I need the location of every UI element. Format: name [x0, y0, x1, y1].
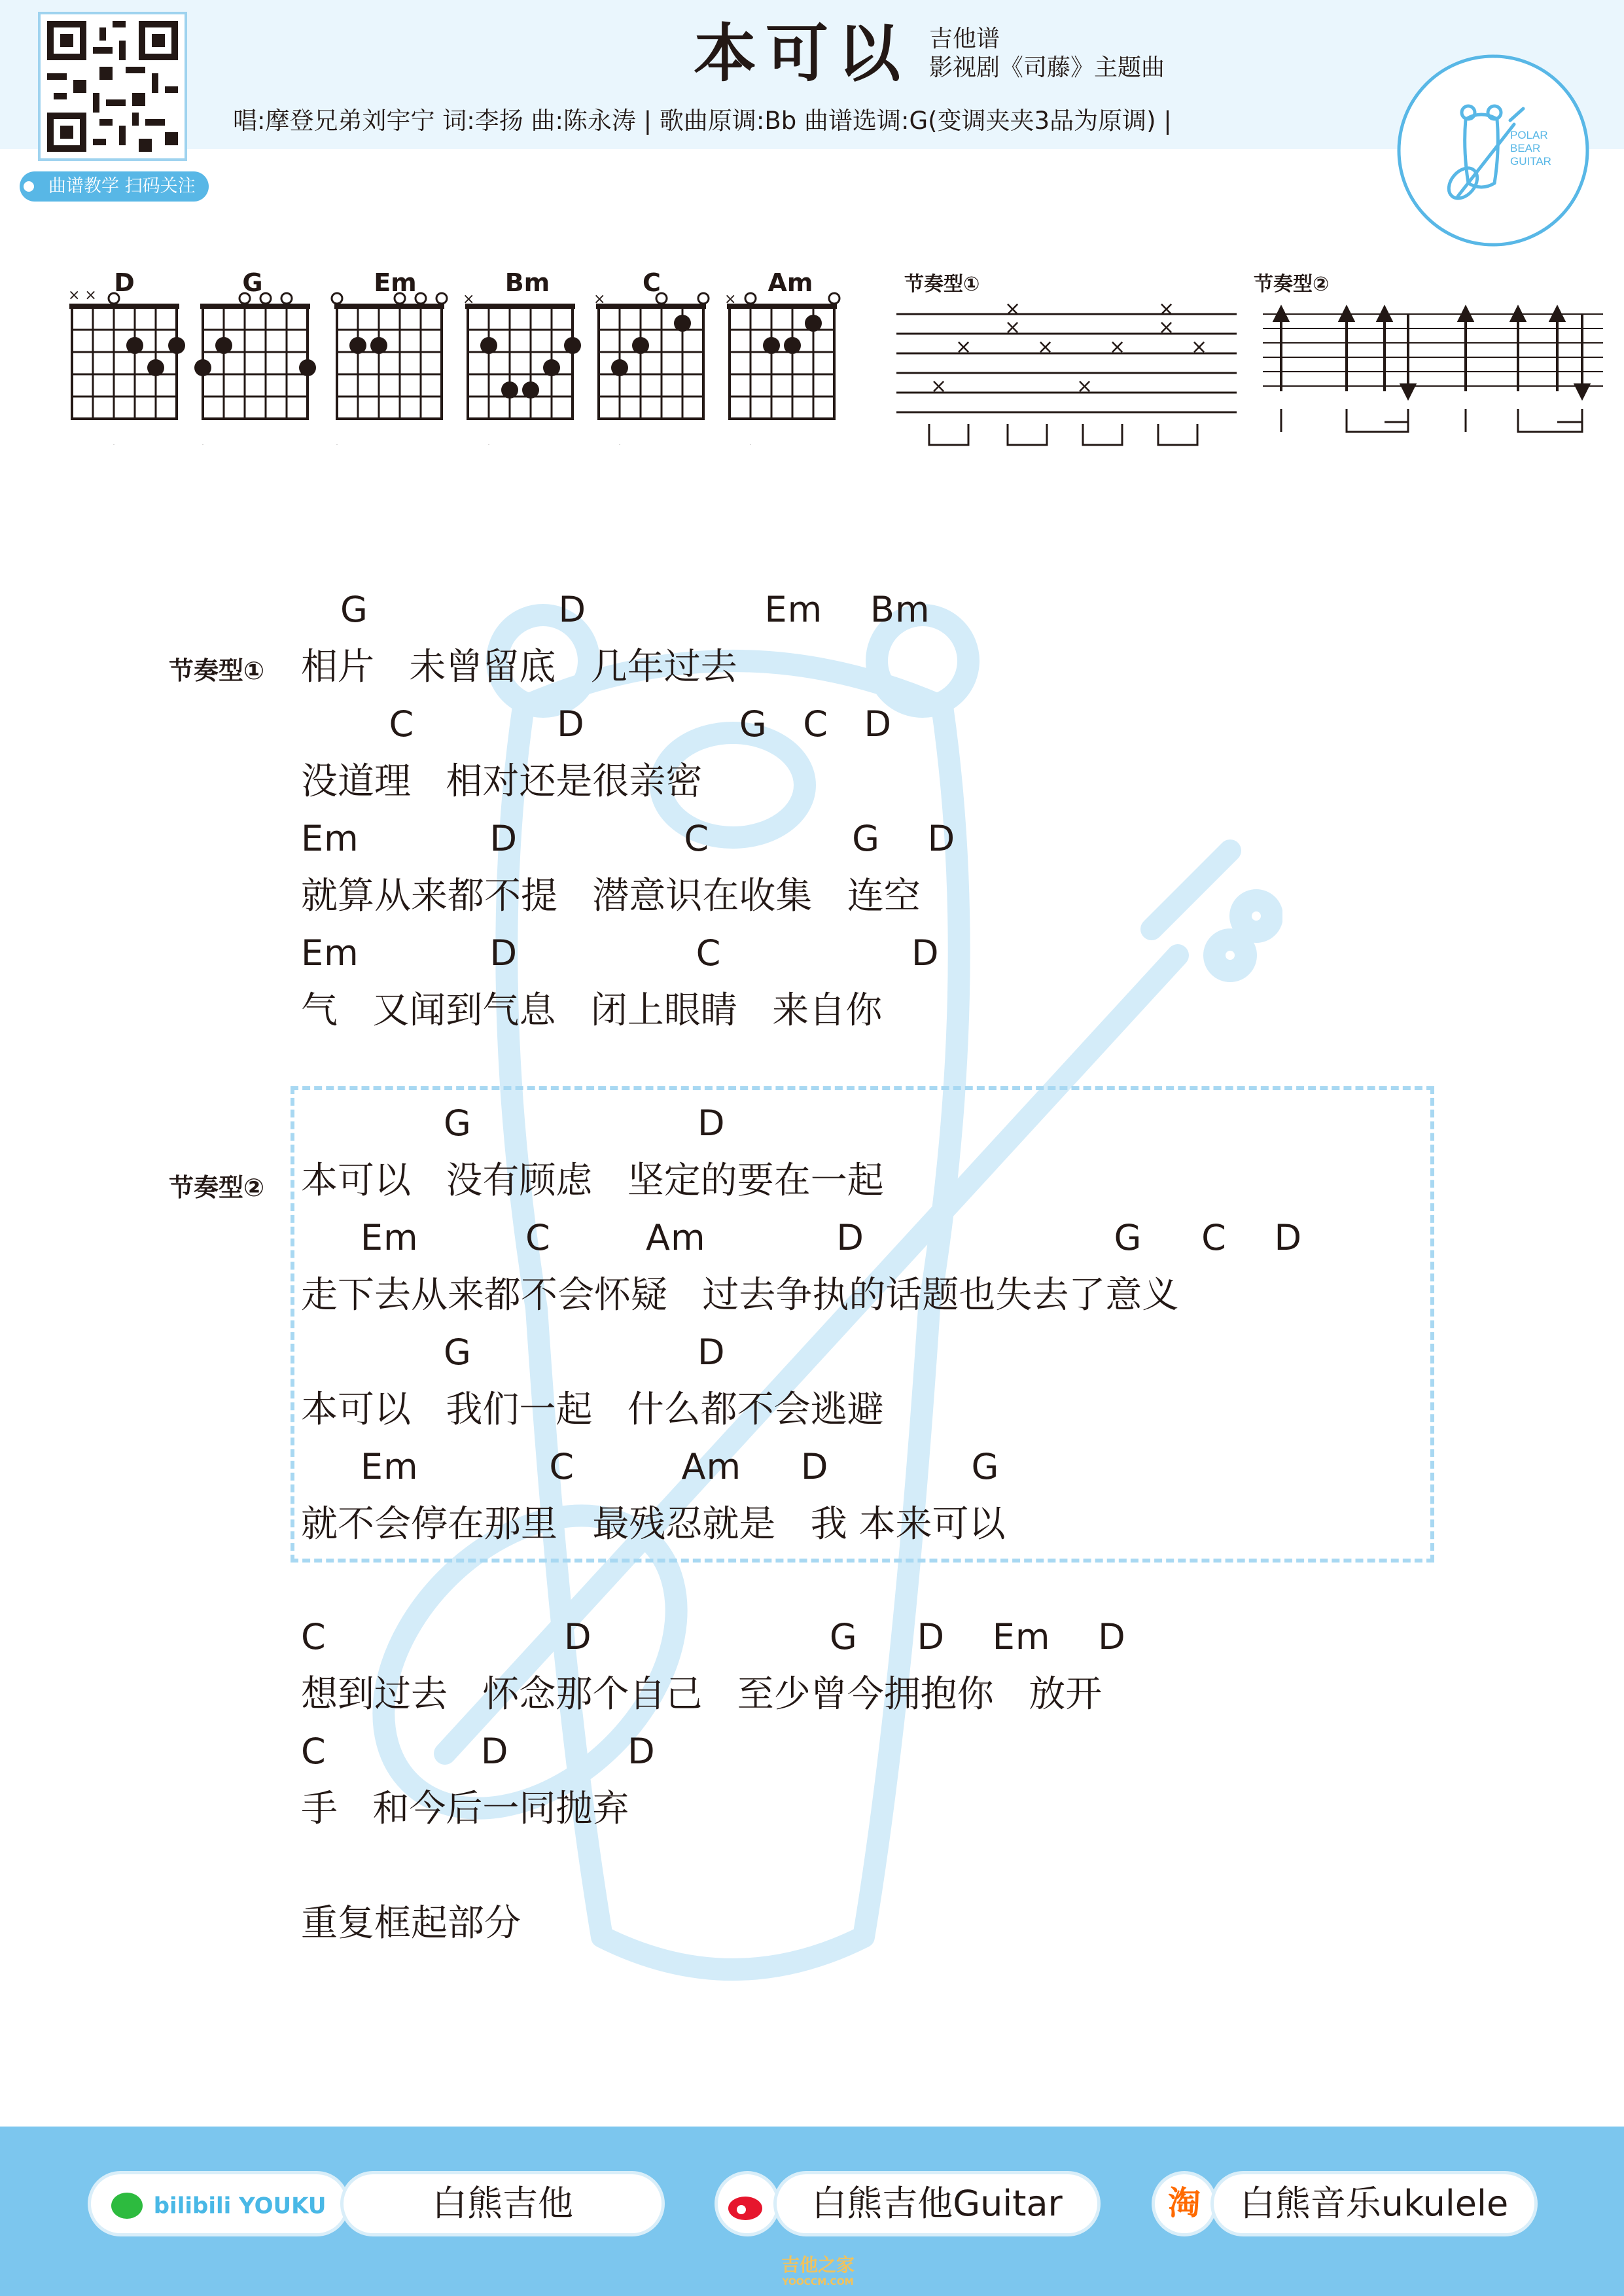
song-source: 影视剧《司藤》主题曲 [929, 54, 1165, 81]
rhythm-pattern-2 [1263, 301, 1603, 458]
section-2-rhythm-tag: 节奏型② [169, 1173, 265, 1202]
platforms-label: bilibili YOUKU [153, 2193, 327, 2219]
svg-text:POLAR: POLAR [1510, 129, 1548, 141]
lyric-line: 相片 未曾留底 几年过去 [301, 646, 737, 688]
song-title: 本可以 [694, 17, 909, 90]
lyric-line: 就算从来都不提 潜意识在收集 连空 [301, 875, 921, 917]
chord-name-am: Am [768, 268, 813, 297]
lyric-line: 气 又闻到气息 闭上眼睛 来自你 [301, 989, 883, 1032]
svg-text:×: × [724, 291, 737, 308]
chord-line: G D [301, 1103, 726, 1144]
qr-code[interactable] [38, 12, 187, 161]
qr-label-dot-icon [24, 181, 34, 192]
svg-text:×: × [1191, 336, 1208, 359]
svg-text:×: × [1076, 375, 1093, 398]
chord-line: Em D C D [301, 932, 940, 974]
qr-code-icon [41, 14, 185, 158]
svg-text:× ×: × × [68, 288, 97, 304]
svg-text:×: × [1158, 316, 1175, 339]
chord-line: Em C Am D G [301, 1446, 1000, 1487]
svg-text:×: × [1158, 301, 1175, 321]
site-watermark [766, 2251, 870, 2287]
site-watermark-url: YOOCCM.COM [782, 2277, 854, 2287]
polar-bear-guitar-logo [1395, 52, 1591, 249]
lyric-line: 手 和今后一同抛弃 [301, 1788, 629, 1830]
account-name: 白熊吉他 [432, 2183, 573, 2224]
repeat-note: 重复框起部分 [301, 1902, 521, 1945]
rhythm-pattern-2-label: 节奏型② [1254, 273, 1330, 296]
svg-text:×: × [593, 291, 606, 308]
svg-text:×: × [1037, 336, 1054, 359]
svg-text:×: × [1004, 316, 1021, 339]
lyric-line: 没道理 相对还是很亲密 [301, 760, 703, 803]
chord-line: G D Em Bm [340, 589, 930, 630]
rhythm-pattern-1 [896, 301, 1237, 458]
svg-text:BEAR: BEAR [1510, 142, 1541, 154]
lyric-line: 本可以 我们一起 什么都不会逃避 [301, 1388, 884, 1431]
svg-text:×: × [1004, 301, 1021, 321]
rhythm-pattern-1-label: 节奏型① [904, 273, 980, 296]
svg-text:×: × [930, 375, 947, 398]
chord-name-em: Em [374, 268, 417, 297]
account-name: 白熊音乐ukulele [1239, 2183, 1509, 2224]
svg-text:×: × [463, 291, 475, 308]
chord-line: C D G D Em D [301, 1616, 1126, 1657]
lyric-line: 想到过去 怀念那个自己 至少曾今拥抱你 放开 [301, 1673, 1103, 1716]
lyric-line: 就不会停在那里 最残忍就是 我 本来可以 [301, 1503, 1006, 1545]
chord-line: G D [301, 1332, 726, 1373]
account-pill-guitar-en[interactable] [773, 2171, 1101, 2236]
lyric-line: 走下去从来都不会怀疑 过去争执的话题也失去了意义 [301, 1274, 1179, 1316]
chord-line: Em D C G D [301, 818, 956, 859]
taobao-icon[interactable]: 淘 [1152, 2171, 1217, 2236]
lyric-line: 本可以 没有顾虑 坚定的要在一起 [301, 1159, 884, 1202]
wechat-icon [111, 2193, 143, 2219]
svg-text:GUITAR: GUITAR [1510, 155, 1551, 168]
chord-name-d: D [114, 268, 135, 297]
chord-name-bm: Bm [504, 268, 550, 297]
qr-label: 曲谱教学 扫码关注 [20, 171, 209, 202]
account-pill-ukulele[interactable] [1210, 2171, 1538, 2236]
account-name: 白熊吉他Guitar [811, 2183, 1063, 2224]
site-watermark-text: 吉他之家 [781, 2254, 855, 2276]
section-1-rhythm-tag: 节奏型① [169, 656, 265, 685]
chord-name-c: C [643, 268, 661, 297]
svg-text:×: × [955, 336, 972, 359]
chord-line: C D G C D [353, 703, 892, 745]
svg-text:×: × [1109, 336, 1126, 359]
sheet-type: 吉他谱 [929, 26, 1000, 52]
account-pill-guitar[interactable] [340, 2171, 665, 2236]
chord-grids [59, 288, 857, 445]
song-credits: 唱:摩登兄弟刘宇宁 词:李扬 曲:陈永涛 | 歌曲原调:Bb 曲谱选调:G(变调夹夹3品为原调) | [233, 107, 1172, 135]
weibo-icon[interactable] [715, 2171, 780, 2236]
platforms-pill[interactable] [88, 2171, 349, 2236]
chord-line: Em C Am D G C D [301, 1217, 1303, 1258]
chord-name-g: G [242, 268, 263, 297]
chord-line: C D D [301, 1731, 656, 1772]
